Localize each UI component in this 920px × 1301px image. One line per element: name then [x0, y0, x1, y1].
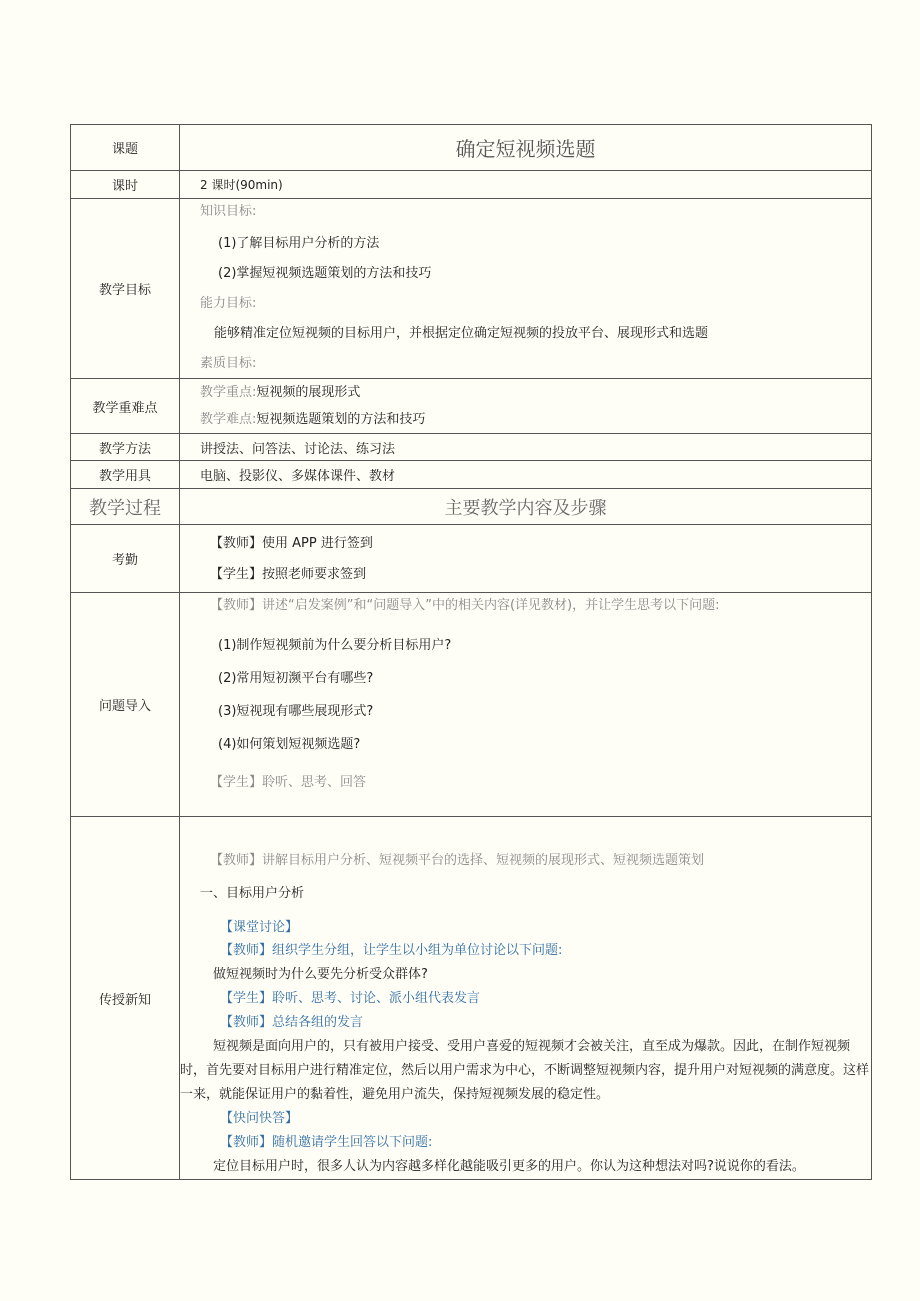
hours-value: 2 课时(90min): [180, 171, 872, 199]
lesson-plan-table: [70, 124, 872, 1180]
method-text: 讲授法、问答法、讨论法、练习法: [180, 434, 872, 461]
intro-question: (2)常用短初濒平台有哪些?: [218, 671, 374, 686]
knowledge-goal-label: 知识目标:: [200, 204, 257, 219]
body-paragraph: 短视频是面向用户的，只有被用户接受、受用户喜爱的短视频才会被关注，直至成为爆款。因此，在制作短视频时，首先要对目标用户进行精准定位，然后以用户需求为中心，不断调整短视频内容，提升用户对短视频的满意度。这样一来，就能保证用户的黏着性，避免用户流失，保持短视频发展的稳定性。: [180, 1039, 870, 1102]
quick-qa-question: 定位目标用户时，很多人认为内容越多样化越能吸引更多的用户。你认为这种想法对吗?说说你的看法。: [213, 1159, 805, 1174]
tools-row: [71, 461, 872, 489]
knowledge-goal-item: (2)掌握短视频选题策划的方法和技巧: [218, 266, 432, 281]
process-header-row: [71, 489, 872, 525]
goals-label: 教学目标: [71, 199, 180, 379]
discuss-question: 做短视频时为什么要先分析受众群体?: [213, 967, 428, 982]
attendance-line: 【教师】使用 APP 进行签到: [210, 535, 373, 551]
attendance-label: 考勤: [71, 525, 180, 593]
intro-label: 问题导入: [71, 593, 180, 817]
hours-row: [71, 171, 872, 199]
discuss-tag: 【课堂讨论】: [220, 920, 299, 935]
method-label: 教学方法: [71, 434, 180, 461]
topic-label: 课题: [71, 125, 180, 171]
tools-label: 教学用具: [71, 461, 180, 489]
process-header-right: 主要教学内容及步骤: [180, 489, 872, 525]
ability-goal-label: 能力目标:: [200, 296, 257, 311]
quick-qa-teacher-text: 【教师】随机邀请学生回答以下问题:: [220, 1135, 433, 1150]
key-point-text: 短视频的展现形式: [256, 385, 361, 400]
summary-teacher-text: 【教师】总结各组的发言: [220, 1015, 364, 1030]
discuss-student-text: 【学生】聆听、思考、讨论、派小组代表发言: [220, 991, 481, 1006]
knowledge-goal-item: (1)了解目标用户分析的方法: [218, 236, 380, 251]
attendance-line: 【学生】按照老师要求签到: [210, 566, 367, 582]
attendance-row: [71, 525, 872, 593]
new-knowledge-teacher-intro: 【教师】讲解目标用户分析、短视频平台的选择、短视频的展现形式、短视频选题策划: [210, 853, 705, 868]
key-point-label: 教学重点:: [200, 385, 257, 400]
process-header-left: 教学过程: [71, 489, 180, 525]
section-heading: 一、目标用户分析: [200, 886, 305, 901]
intro-row: [71, 593, 872, 817]
topic-title: 确定短视频选题: [180, 125, 872, 171]
new-knowledge-row: [71, 817, 872, 1180]
intro-question: (4)如何策划短视频选题?: [218, 737, 361, 752]
method-row: [71, 434, 872, 461]
new-knowledge-label: 传授新知: [71, 817, 180, 1180]
intro-teacher-text: 【教师】讲述“启发案例”和“问题导入”中的相关内容(详见教材)，并让学生思考以下问题:: [210, 598, 720, 613]
difficulty-row: [71, 379, 872, 434]
discuss-teacher-text: 【教师】组织学生分组，让学生以小组为单位讨论以下问题:: [220, 943, 563, 958]
intro-question: (1)制作短视频前为什么要分析目标用户?: [218, 638, 452, 653]
quick-qa-tag: 【快问快答】: [220, 1111, 299, 1126]
hard-point-text: 短视频选题策划的方法和技巧: [256, 412, 426, 427]
difficulty-label: 教学重难点: [71, 379, 180, 434]
quality-goal-label: 素质目标:: [200, 356, 257, 371]
ability-goal-text: 能够精准定位短视频的目标用户，并根据定位确定短视频的投放平台、展现形式和选题: [214, 326, 709, 341]
hard-point-label: 教学难点:: [200, 412, 257, 427]
hours-label: 课时: [71, 171, 180, 199]
goals-row: [71, 199, 872, 379]
intro-question: (3)短视现有哪些展现形式?: [218, 704, 374, 719]
tools-text: 电脑、投影仪、多媒体课件、教材: [180, 461, 872, 489]
topic-row: [71, 125, 872, 171]
intro-student-text: 【学生】聆听、思考、回答: [210, 775, 367, 790]
